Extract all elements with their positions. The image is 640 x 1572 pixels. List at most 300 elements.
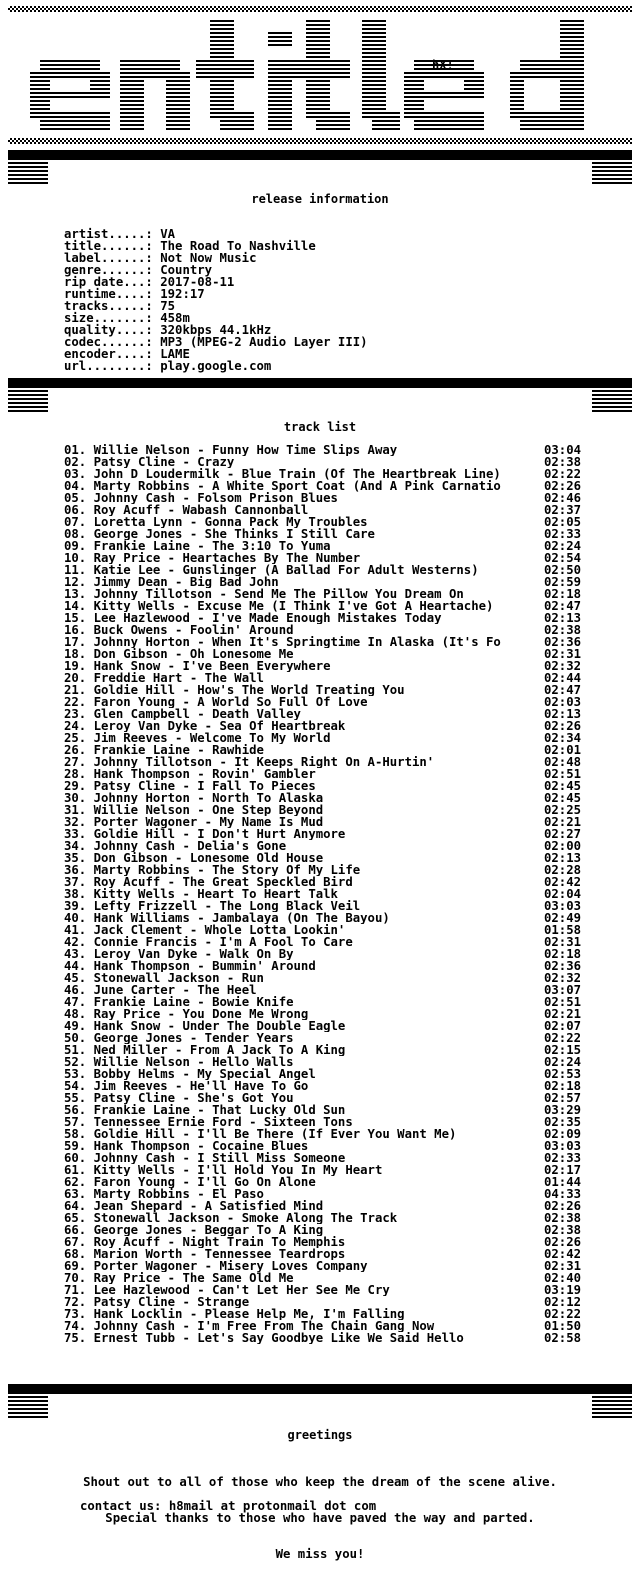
track-row (64, 876, 592, 888)
track-title (64, 732, 536, 744)
track-number: 24. (64, 720, 87, 732)
track-name: Willie Nelson - Hello Walls (93, 1056, 294, 1068)
track-title (64, 636, 536, 648)
track-title (64, 648, 536, 660)
track-number: 35. (64, 852, 87, 864)
track-number: 56. (64, 1104, 87, 1116)
track-name: Hank Thompson - Bummin' Around (93, 960, 316, 972)
track-name: Jimmy Dean - Big Bad John (93, 576, 279, 588)
track-title (64, 1200, 536, 1212)
track-title (64, 456, 536, 468)
track-row (64, 816, 592, 828)
track-duration: 02:33 (544, 1151, 582, 1165)
track-title (64, 1272, 536, 1284)
release-info (64, 228, 368, 372)
release-field-value: 2017-08-11 (160, 275, 235, 289)
track-row (64, 1332, 592, 1344)
divider-art (8, 378, 632, 414)
track-duration: 02:31 (544, 935, 582, 949)
track-name: Ray Price - Heartaches By The Number (93, 552, 361, 564)
track-number: 70. (64, 1272, 87, 1284)
track-number: 25. (64, 732, 87, 744)
track-number: 12. (64, 576, 87, 588)
track-title (64, 564, 536, 576)
track-duration: 02:18 (544, 587, 582, 601)
track-name: George Jones - Beggar To A King (93, 1224, 324, 1236)
track-row (64, 456, 592, 468)
track-number: 43. (64, 948, 87, 960)
track-title (64, 1092, 536, 1104)
track-title (64, 1128, 536, 1140)
track-title (64, 1104, 536, 1116)
track-row (64, 504, 592, 516)
track-title (64, 984, 536, 996)
track-duration: 04:33 (544, 1187, 582, 1201)
track-row (64, 444, 592, 456)
track-name: Porter Wagoner - My Name Is Mud (93, 816, 324, 828)
track-name: Johnny Cash - Delia's Gone (93, 840, 287, 852)
track-title (64, 528, 536, 540)
track-title (64, 804, 536, 816)
track-duration: 02:38 (544, 455, 582, 469)
track-duration: 03:03 (544, 1139, 582, 1153)
track-title (64, 504, 536, 516)
track-title (64, 612, 536, 624)
track-duration: 02:32 (544, 659, 582, 673)
track-number: 13. (64, 588, 87, 600)
track-row (64, 1236, 592, 1248)
release-field-key: codec......: (64, 335, 161, 349)
track-name: Patsy Cline - Crazy (93, 456, 235, 468)
track-duration: 02:42 (544, 875, 582, 889)
greetings-line: We miss you! (275, 1547, 365, 1561)
track-row (64, 1068, 592, 1080)
track-duration: 02:47 (544, 599, 582, 613)
track-number: 67. (64, 1236, 87, 1248)
track-name: Frankie Laine - Bowie Knife (93, 996, 294, 1008)
track-title (64, 1296, 536, 1308)
track-number: 47. (64, 996, 87, 1008)
track-title (64, 948, 536, 960)
release-field-value: 320kbps 44.1kHz (160, 323, 272, 337)
track-duration: 02:21 (544, 815, 582, 829)
track-row (64, 1080, 592, 1092)
track-number: 07. (64, 516, 87, 528)
track-duration: 02:33 (544, 527, 582, 541)
track-name: Jack Clement - Whole Lotta Lookin' (93, 924, 346, 936)
track-title (64, 1008, 536, 1020)
track-number: 32. (64, 816, 87, 828)
release-field-key: label......: (64, 251, 161, 265)
track-duration: 02:01 (544, 743, 582, 757)
release-field-value: play.google.com (160, 359, 272, 373)
track-title (64, 900, 536, 912)
track-name: John D Loudermilk - Blue Train (Of The Heartbreak Line) (93, 468, 501, 480)
track-duration: 01:44 (544, 1175, 582, 1189)
track-number: 38. (64, 888, 87, 900)
track-name: Marion Worth - Tennessee Teardrops (93, 1248, 346, 1260)
track-name: Willie Nelson - One Step Beyond (93, 804, 324, 816)
track-row (64, 996, 592, 1008)
track-title (64, 720, 536, 732)
track-duration: 02:31 (544, 647, 582, 661)
track-title (64, 1044, 536, 1056)
track-number: 26. (64, 744, 87, 756)
track-name: Jim Reeves - He'll Have To Go (93, 1080, 309, 1092)
track-title (64, 576, 536, 588)
track-number: 18. (64, 648, 87, 660)
track-number: 42. (64, 936, 87, 948)
track-duration: 02:25 (544, 803, 582, 817)
track-title (64, 864, 536, 876)
track-name: Glen Campbell - Death Valley (93, 708, 301, 720)
track-name: Hank Thompson - Rovin' Gambler (93, 768, 316, 780)
track-title (64, 600, 536, 612)
track-number: 08. (64, 528, 87, 540)
track-name: Johnny Cash - Folsom Prison Blues (93, 492, 338, 504)
track-row (64, 1020, 592, 1032)
release-field-key: artist.....: (64, 227, 161, 241)
track-number: 19. (64, 660, 87, 672)
track-number: 73. (64, 1308, 87, 1320)
track-number: 03. (64, 468, 87, 480)
track-number: 52. (64, 1056, 87, 1068)
track-number: 06. (64, 504, 87, 516)
track-duration: 02:12 (544, 1295, 582, 1309)
track-number: 63. (64, 1188, 87, 1200)
track-number: 02. (64, 456, 87, 468)
track-name: Katie Lee - Gunslinger (A Ballad For Adult Westerns) (93, 564, 479, 576)
track-duration: 03:03 (544, 899, 582, 913)
track-duration: 02:15 (544, 1043, 582, 1057)
track-number: 37. (64, 876, 87, 888)
track-row (64, 576, 592, 588)
release-field-value: 458m (160, 311, 190, 325)
track-title (64, 588, 536, 600)
release-field-key: size.......: (64, 311, 161, 325)
track-name: Jean Shepard - A Satisfied Mind (93, 1200, 324, 1212)
track-title (64, 756, 536, 768)
track-duration: 02:21 (544, 1007, 582, 1021)
track-number: 29. (64, 780, 87, 792)
track-row (64, 720, 592, 732)
track-duration: 02:32 (544, 971, 582, 985)
track-name: Willie Nelson - Funny How Time Slips Away (93, 444, 398, 456)
track-row (64, 1056, 592, 1068)
track-row (64, 912, 592, 924)
release-field-key: tracks.....: (64, 299, 161, 313)
track-row (64, 1116, 592, 1128)
track-row (64, 468, 592, 480)
release-field-value: The Road To Nashville (160, 239, 316, 253)
track-name: Marty Robbins - El Paso (93, 1188, 264, 1200)
release-field-value: 75 (160, 299, 176, 313)
track-duration: 02:36 (544, 635, 582, 649)
track-row (64, 708, 592, 720)
track-title (64, 660, 536, 672)
track-number: 57. (64, 1116, 87, 1128)
track-number: 55. (64, 1092, 87, 1104)
track-row (64, 792, 592, 804)
track-name: Patsy Cline - She's Got You (93, 1092, 294, 1104)
track-duration: 02:38 (544, 623, 582, 637)
track-row (64, 660, 592, 672)
release-field-value: VA (160, 227, 176, 241)
track-name: Don Gibson - Oh Lonesome Me (93, 648, 294, 660)
track-title (64, 1032, 536, 1044)
track-name: George Jones - She Thinks I Still Care (93, 528, 375, 540)
track-name: Roy Acuff - Night Train To Memphis (93, 1236, 346, 1248)
track-name: Goldie Hill - I'll Be There (If Ever You Want Me) (93, 1128, 457, 1140)
track-duration: 02:17 (544, 1163, 582, 1177)
track-number: 51. (64, 1044, 87, 1056)
track-name: June Carter - The Heel (93, 984, 257, 996)
track-title (64, 1080, 536, 1092)
track-name: Porter Wagoner - Misery Loves Company (93, 1260, 368, 1272)
track-number: 45. (64, 972, 87, 984)
track-name: Ned Miller - From A Jack To A King (93, 1044, 346, 1056)
track-row (64, 1260, 592, 1272)
track-title (64, 516, 536, 528)
track-row (64, 480, 592, 492)
track-title (64, 1248, 536, 1260)
track-name: Goldie Hill - How's The World Treating You (93, 684, 405, 696)
track-duration: 02:09 (544, 1127, 582, 1141)
track-number: 72. (64, 1296, 87, 1308)
track-title (64, 492, 536, 504)
track-name: Patsy Cline - I Fall To Pieces (93, 780, 316, 792)
track-name: Hank Locklin - Please Help Me, I'm Falling (93, 1308, 405, 1320)
track-number: 49. (64, 1020, 87, 1032)
track-name: Lee Hazlewood - I've Made Enough Mistakes Today (93, 612, 442, 624)
track-title (64, 1332, 536, 1344)
track-title (64, 1260, 536, 1272)
track-list-heading: track list (283, 420, 357, 434)
greetings-line: Shout out to all of those who keep the dream of the scene alive. (83, 1475, 557, 1489)
track-row (64, 972, 592, 984)
track-title (64, 960, 536, 972)
track-name: Marty Robbins - The Story Of My Life (93, 864, 361, 876)
track-name: Patsy Cline - Strange (93, 1296, 250, 1308)
logo-art (0, 0, 640, 150)
track-duration: 02:07 (544, 1019, 582, 1033)
track-name: Johnny Horton - When It's Springtime In Alaska (It's Fo (93, 636, 501, 648)
track-number: 50. (64, 1032, 87, 1044)
divider-greetings (8, 1384, 632, 1420)
release-field-key: quality....: (64, 323, 161, 337)
track-list (64, 444, 592, 1344)
track-name: Connie Francis - I'm A Fool To Care (93, 936, 353, 948)
track-name: Roy Acuff - The Great Speckled Bird (93, 876, 353, 888)
track-title (64, 1020, 536, 1032)
track-duration: 02:40 (544, 1271, 582, 1285)
track-row (64, 1176, 592, 1188)
track-title (64, 840, 536, 852)
track-name: Lee Hazlewood - Can't Let Her See Me Cry (93, 1284, 390, 1296)
track-number: 44. (64, 960, 87, 972)
track-number: 53. (64, 1068, 87, 1080)
track-row (64, 1248, 592, 1260)
track-duration: 03:04 (544, 443, 582, 457)
track-title (64, 996, 536, 1008)
track-title (64, 444, 536, 456)
track-name: Leroy Van Dyke - Sea Of Heartbreak (93, 720, 346, 732)
track-number: 10. (64, 552, 87, 564)
track-name: Johnny Tillotson - Send Me The Pillow You Dream On (93, 588, 464, 600)
track-number: 74. (64, 1320, 87, 1332)
track-duration: 03:07 (544, 983, 582, 997)
track-duration: 03:29 (544, 1103, 582, 1117)
track-title (64, 888, 536, 900)
track-row (64, 1212, 592, 1224)
track-row (64, 948, 592, 960)
track-title (64, 1236, 536, 1248)
track-title (64, 480, 536, 492)
track-number: 36. (64, 864, 87, 876)
track-title (64, 1212, 536, 1224)
track-name: Marty Robbins - A White Sport Coat (And A Pink Carnatio (93, 480, 501, 492)
track-name: Frankie Laine - That Lucky Old Sun (93, 1104, 346, 1116)
track-number: 60. (64, 1152, 87, 1164)
track-name: Don Gibson - Lonesome Old House (93, 852, 324, 864)
track-row (64, 636, 592, 648)
track-row (64, 1188, 592, 1200)
track-title (64, 1176, 536, 1188)
contact-line: contact us: h8mail at protonmail dot com (80, 1499, 377, 1513)
track-duration: 02:50 (544, 563, 582, 577)
track-duration: 02:44 (544, 671, 582, 685)
track-name: Roy Acuff - Wabash Cannonball (93, 504, 309, 516)
track-title (64, 1116, 536, 1128)
track-number: 75. (64, 1332, 87, 1344)
track-duration: 02:35 (544, 1115, 582, 1129)
track-row (64, 1152, 592, 1164)
track-row (64, 1140, 592, 1152)
divider-art (8, 150, 632, 186)
track-number: 46. (64, 984, 87, 996)
track-number: 04. (64, 480, 87, 492)
track-title (64, 1320, 536, 1332)
track-number: 64. (64, 1200, 87, 1212)
group-tag: hX! (432, 58, 454, 72)
track-duration: 02:45 (544, 791, 582, 805)
track-duration: 02:42 (544, 1247, 582, 1261)
track-title (64, 1068, 536, 1080)
track-title (64, 468, 536, 480)
track-number: 28. (64, 768, 87, 780)
track-title (64, 684, 536, 696)
track-name: Hank Thompson - Cocaine Blues (93, 1140, 309, 1152)
track-duration: 02:13 (544, 611, 582, 625)
release-field-value: 192:17 (160, 287, 205, 301)
track-duration: 02:34 (544, 731, 582, 745)
track-row (64, 648, 592, 660)
track-number: 14. (64, 600, 87, 612)
track-title (64, 672, 536, 684)
track-name: Bobby Helms - My Special Angel (93, 1068, 316, 1080)
track-name: Freddie Hart - The Wall (93, 672, 264, 684)
track-row (64, 960, 592, 972)
track-number: 48. (64, 1008, 87, 1020)
track-duration: 02:45 (544, 779, 582, 793)
track-row (64, 984, 592, 996)
track-title (64, 924, 536, 936)
track-number: 16. (64, 624, 87, 636)
track-row (64, 840, 592, 852)
track-name: Frankie Laine - The 3:10 To Yuma (93, 540, 331, 552)
track-duration: 02:00 (544, 839, 582, 853)
track-name: Johnny Cash - I Still Miss Someone (93, 1152, 346, 1164)
track-title (64, 912, 536, 924)
track-number: 01. (64, 444, 87, 456)
track-duration: 01:50 (544, 1319, 582, 1333)
track-name: Stonewall Jackson - Smoke Along The Track (93, 1212, 398, 1224)
track-name: Kitty Wells - Heart To Heart Talk (93, 888, 338, 900)
track-number: 05. (64, 492, 87, 504)
track-number: 11. (64, 564, 87, 576)
track-row (64, 828, 592, 840)
track-row (64, 1128, 592, 1140)
track-row (64, 924, 592, 936)
track-duration: 01:58 (544, 923, 582, 937)
track-duration: 02:53 (544, 1067, 582, 1081)
track-duration: 02:03 (544, 695, 582, 709)
track-title (64, 1224, 536, 1236)
track-row (64, 516, 592, 528)
track-title (64, 768, 536, 780)
track-duration: 02:27 (544, 827, 582, 841)
release-field-value: LAME (160, 347, 190, 361)
track-name: Johnny Tillotson - It Keeps Right On A-Hurtin' (93, 756, 435, 768)
track-name: Johnny Horton - North To Alaska (93, 792, 324, 804)
track-row (64, 1308, 592, 1320)
track-title (64, 876, 536, 888)
track-row (64, 1224, 592, 1236)
track-number: 58. (64, 1128, 87, 1140)
track-row (64, 1284, 592, 1296)
track-duration: 02:22 (544, 1031, 582, 1045)
track-name: Ray Price - You Done Me Wrong (93, 1008, 309, 1020)
release-field-key: encoder....: (64, 347, 161, 361)
track-title (64, 816, 536, 828)
track-name: Kitty Wells - Excuse Me (I Think I've Got A Heartache) (93, 600, 494, 612)
release-field-value: MP3 (MPEG-2 Audio Layer III) (160, 335, 368, 349)
track-duration: 02:46 (544, 491, 582, 505)
track-duration: 02:47 (544, 683, 582, 697)
track-row (64, 1164, 592, 1176)
track-duration: 02:48 (544, 755, 582, 769)
track-name: Tennessee Ernie Ford - Sixteen Tons (93, 1116, 353, 1128)
track-name: Frankie Laine - Rawhide (93, 744, 264, 756)
release-field-value: Not Now Music (160, 251, 257, 265)
track-row (64, 732, 592, 744)
track-row (64, 588, 592, 600)
track-row (64, 936, 592, 948)
track-duration: 02:36 (544, 959, 582, 973)
track-number: 59. (64, 1140, 87, 1152)
track-row (64, 852, 592, 864)
track-duration: 02:38 (544, 1211, 582, 1225)
track-row (64, 492, 592, 504)
track-name: Hank Snow - Under The Double Eagle (93, 1020, 346, 1032)
track-duration: 02:18 (544, 947, 582, 961)
track-name: Lefty Frizzell - The Long Black Veil (93, 900, 361, 912)
track-duration: 02:37 (544, 503, 582, 517)
track-number: 23. (64, 708, 87, 720)
track-title (64, 1140, 536, 1152)
track-title (64, 792, 536, 804)
track-number: 27. (64, 756, 87, 768)
